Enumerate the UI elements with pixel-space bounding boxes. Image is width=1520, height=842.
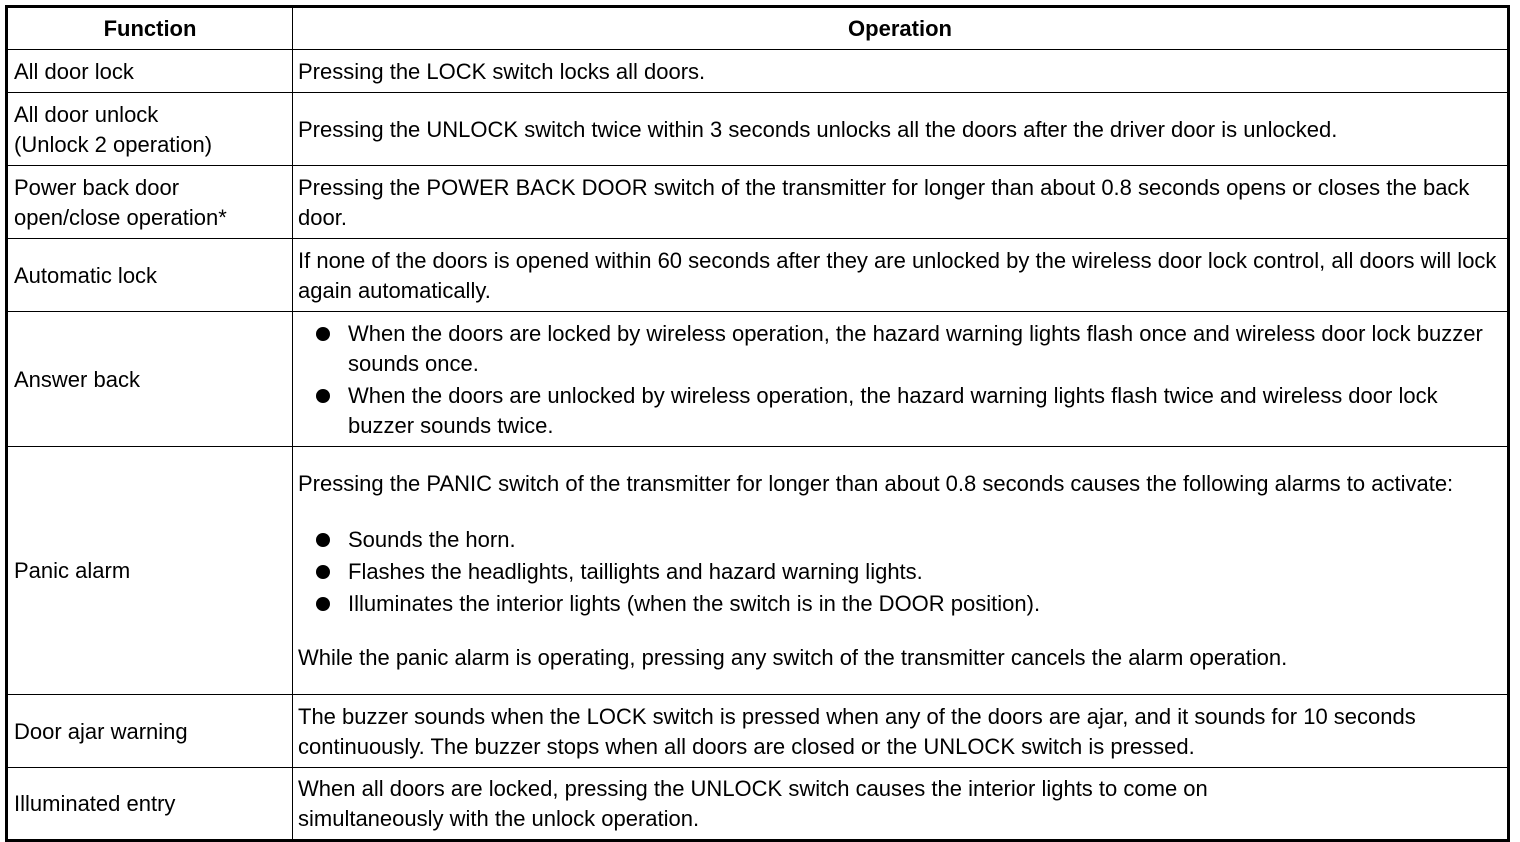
- operation-cell: [293, 447, 1509, 695]
- bullet-list: [298, 525, 1501, 619]
- bullet-item: Illuminates the interior lights (when the switch is in the DOOR position).: [298, 589, 1501, 619]
- bullet-item: When the doors are unlocked by wireless operation, the hazard warning lights flash twice and wireless door lock buzzer sounds twice.: [298, 381, 1501, 441]
- function-cell: Illuminated entry: [7, 768, 293, 841]
- table-row: [7, 312, 1509, 447]
- function-column-header: Function: [7, 7, 293, 50]
- operation-intro: Pressing the PANIC switch of the transmitter for longer than about 0.8 seconds causes the following alarms to activate:: [298, 471, 1454, 496]
- operation-outro: While the panic alarm is operating, pressing any switch of the transmitter cancels the alarm operation.: [298, 645, 1288, 670]
- operation-cell: The buzzer sounds when the LOCK switch is pressed when any of the doors are ajar, and it sounds for 10 seconds continuously. The buzzer stops when all doors are closed or the UNLOCK switch is pressed.: [293, 695, 1509, 768]
- function-cell: [7, 93, 293, 166]
- function-operation-table: [5, 5, 1510, 842]
- header-row: [7, 7, 1509, 50]
- operation-column-header: Operation: [293, 7, 1509, 50]
- bullet-item: Flashes the headlights, taillights and hazard warning lights.: [298, 557, 1501, 587]
- table-row: [7, 50, 1509, 93]
- table-row: [7, 166, 1509, 239]
- table-row: [7, 93, 1509, 166]
- table-row: [7, 695, 1509, 768]
- operation-cell: [293, 768, 1509, 841]
- function-cell: Door ajar warning: [7, 695, 293, 768]
- operation-cell: [293, 312, 1509, 447]
- operation-cell: Pressing the LOCK switch locks all doors.: [293, 50, 1509, 93]
- operation-line: simultaneously with the unlock operation.: [298, 806, 700, 831]
- function-line: All door unlock: [14, 101, 159, 127]
- function-cell: All door lock: [7, 50, 293, 93]
- bullet-item: When the doors are locked by wireless operation, the hazard warning lights flash once and wireless door lock buzzer sounds once.: [298, 319, 1501, 379]
- operation-cell: Pressing the POWER BACK DOOR switch of the transmitter for longer than about 0.8 seconds opens or closes the back door.: [293, 166, 1509, 239]
- function-cell: Automatic lock: [7, 239, 293, 312]
- function-cell: Panic alarm: [7, 447, 293, 695]
- operation-cell: If none of the doors is opened within 60 seconds after they are unlocked by the wireless door lock control, all doors will lock again automatically.: [293, 239, 1509, 312]
- bullet-list: [298, 319, 1501, 441]
- bullet-item: Sounds the horn.: [298, 525, 1501, 555]
- function-line: open/close operation*: [14, 204, 227, 230]
- function-cell: [7, 166, 293, 239]
- function-line: Power back door: [14, 174, 180, 200]
- table-row: [7, 447, 1509, 695]
- operation-line: When all doors are locked, pressing the UNLOCK switch causes the interior lights to come on: [298, 776, 1208, 801]
- table-row: [7, 239, 1509, 312]
- operation-cell: Pressing the UNLOCK switch twice within 3 seconds unlocks all the doors after the driver door is unlocked.: [293, 93, 1509, 166]
- table-row: [7, 768, 1509, 841]
- function-cell: Answer back: [7, 312, 293, 447]
- function-line: (Unlock 2 operation): [14, 131, 213, 157]
